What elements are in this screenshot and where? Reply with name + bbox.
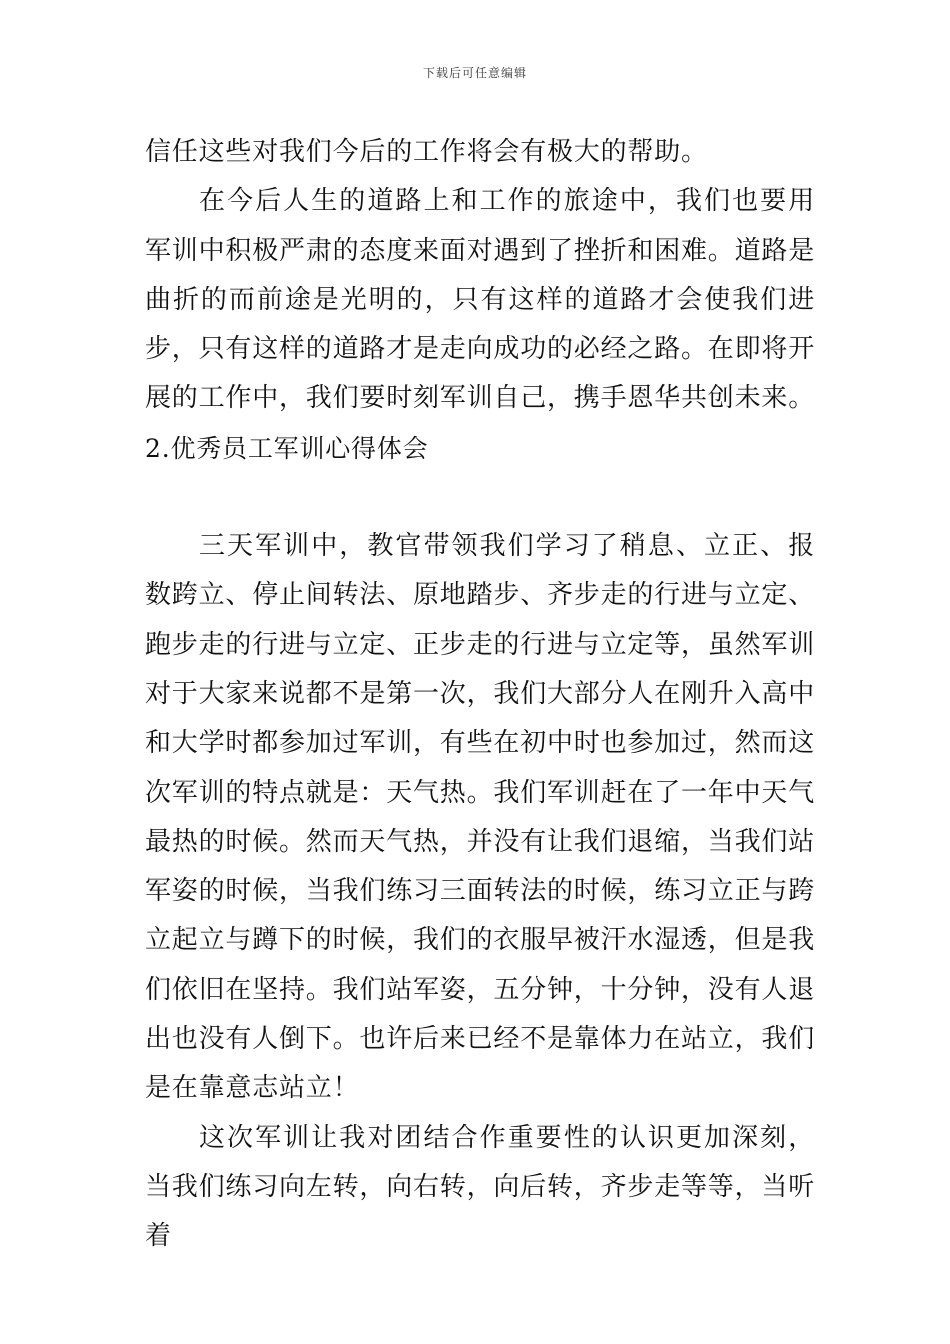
document-body: [145, 128, 815, 1262]
page-header: 下载后可任意编辑: [422, 66, 527, 80]
section-heading: 2.优秀员工军训心得体会: [145, 433, 429, 463]
paragraph-training-experience: 三天军训中，教官带领我们学习了稍息、立正、报数跨立、停止间转法、原地踏步、齐步走的行进与立定、跑步走的行进与立定、正步走的行进与立定等，虽然军训对于大家来说都不是第一次，我们大部分人在刚升入高中和大学时都参加过军训，有些在初中时也参加过，然而这次军训的特点就是：天气热。我们军训赶在了一年中天气最热的时候。然而天气热，并没有让我们退缩，当我们站军姿的时候，当我们练习三面转法的时候，练习立正与跨立起立与蹲下的时候，我们的衣服早被汗水湿透，但是我们依旧在坚持。我们站军姿，五分钟，十分钟，没有人退出也没有人倒下。也许后来已经不是靠体力在站立，我们是在靠意志站立！: [145, 531, 816, 1104]
blank-line: [145, 473, 815, 522]
paragraph-continuation: 信任这些对我们今后的工作将会有极大的帮助。: [145, 137, 708, 167]
paragraph-future-path: 在今后人生的道路上和工作的旅途中，我们也要用军训中积极严肃的态度来面对遇到了挫折和困难。道路是曲折的而前途是光明的，只有这样的道路才会使我们进步，只有这样的道路才是走向成功的必经之路。在即将开展的工作中，我们要时刻军训自己，携手恩华共创未来。: [145, 186, 816, 414]
paragraph-teamwork: 这次军训让我对团结合作重要性的认识更加深刻，当我们练习向左转，向右转，向后转，齐步走等等，当听着: [145, 1122, 816, 1252]
